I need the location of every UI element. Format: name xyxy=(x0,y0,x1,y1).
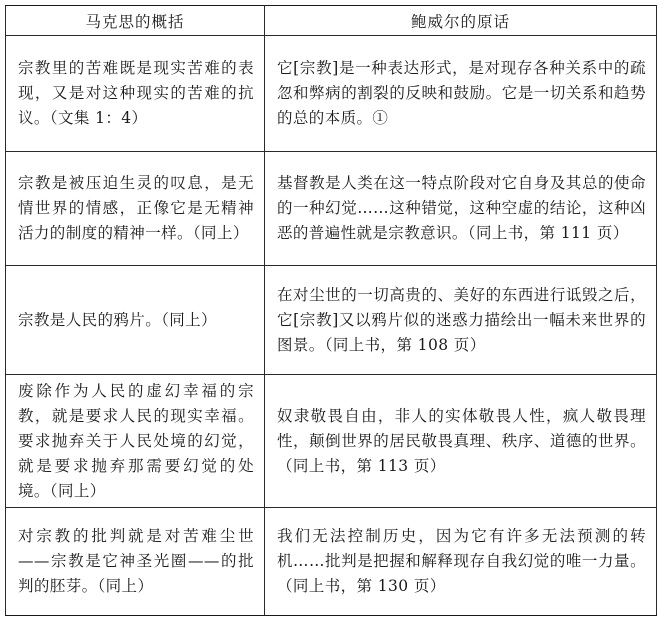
marx-cell: 宗教是被压迫生灵的叹息，是无情世界的情感，正像它是无精神活力的制度的精神一样。（同上） xyxy=(6,152,265,266)
marx-cell: 对宗教的批判就是对苦难尘世——宗教是它神圣光圈——的批判的胚芽。（同上） xyxy=(6,508,265,616)
header-row xyxy=(6,6,657,36)
bauer-cell: 奴隶敬畏自由，非人的实体敬畏人性，疯人敬畏理性，颠倒世界的居民敬畏真理、秩序、道德的世界。（同上书，第 113 页） xyxy=(265,375,657,508)
bauer-cell: 在对尘世的一切高贵的、美好的东西进行诋毁之后，它[宗教]又以鸦片似的迷惑力描绘出一幅未来世界的图景。（同上书，第 108 页） xyxy=(265,266,657,375)
table-row xyxy=(6,266,657,375)
comparison-table-container xyxy=(5,5,656,616)
marx-cell: 宗教是人民的鸦片。（同上） xyxy=(6,266,265,375)
comparison-table xyxy=(5,5,657,616)
table-row xyxy=(6,375,657,508)
table-row xyxy=(6,152,657,266)
bauer-cell: 我们无法控制历史，因为它有许多无法预测的转机……批判是把握和解释现存自我幻觉的唯一力量。（同上书，第 130 页） xyxy=(265,508,657,616)
bauer-cell: 基督教是人类在这一特点阶段对它自身及其总的使命的一种幻觉……这种错觉，这种空虚的结论，这种凶恶的普遍性就是宗教意识。（同上书，第 111 页） xyxy=(265,152,657,266)
marx-cell: 废除作为人民的虚幻幸福的宗教，就是要求人民的现实幸福。要求抛弃关于人民处境的幻觉，就是要求抛弃那需要幻觉的处境。（同上） xyxy=(6,375,265,508)
header-marx-summary: 马克思的概括 xyxy=(6,6,265,36)
header-bauer-original: 鲍威尔的原话 xyxy=(265,6,657,36)
marx-cell: 宗教里的苦难既是现实苦难的表现，又是对这种现实的苦难的抗议。（文集 1：4） xyxy=(6,36,265,152)
bauer-cell: 它[宗教]是一种表达形式，是对现存各种关系中的疏忽和弊病的割裂的反映和鼓励。它是一切关系和趋势的总的本质。① xyxy=(265,36,657,152)
table-row xyxy=(6,508,657,616)
table-row xyxy=(6,36,657,152)
